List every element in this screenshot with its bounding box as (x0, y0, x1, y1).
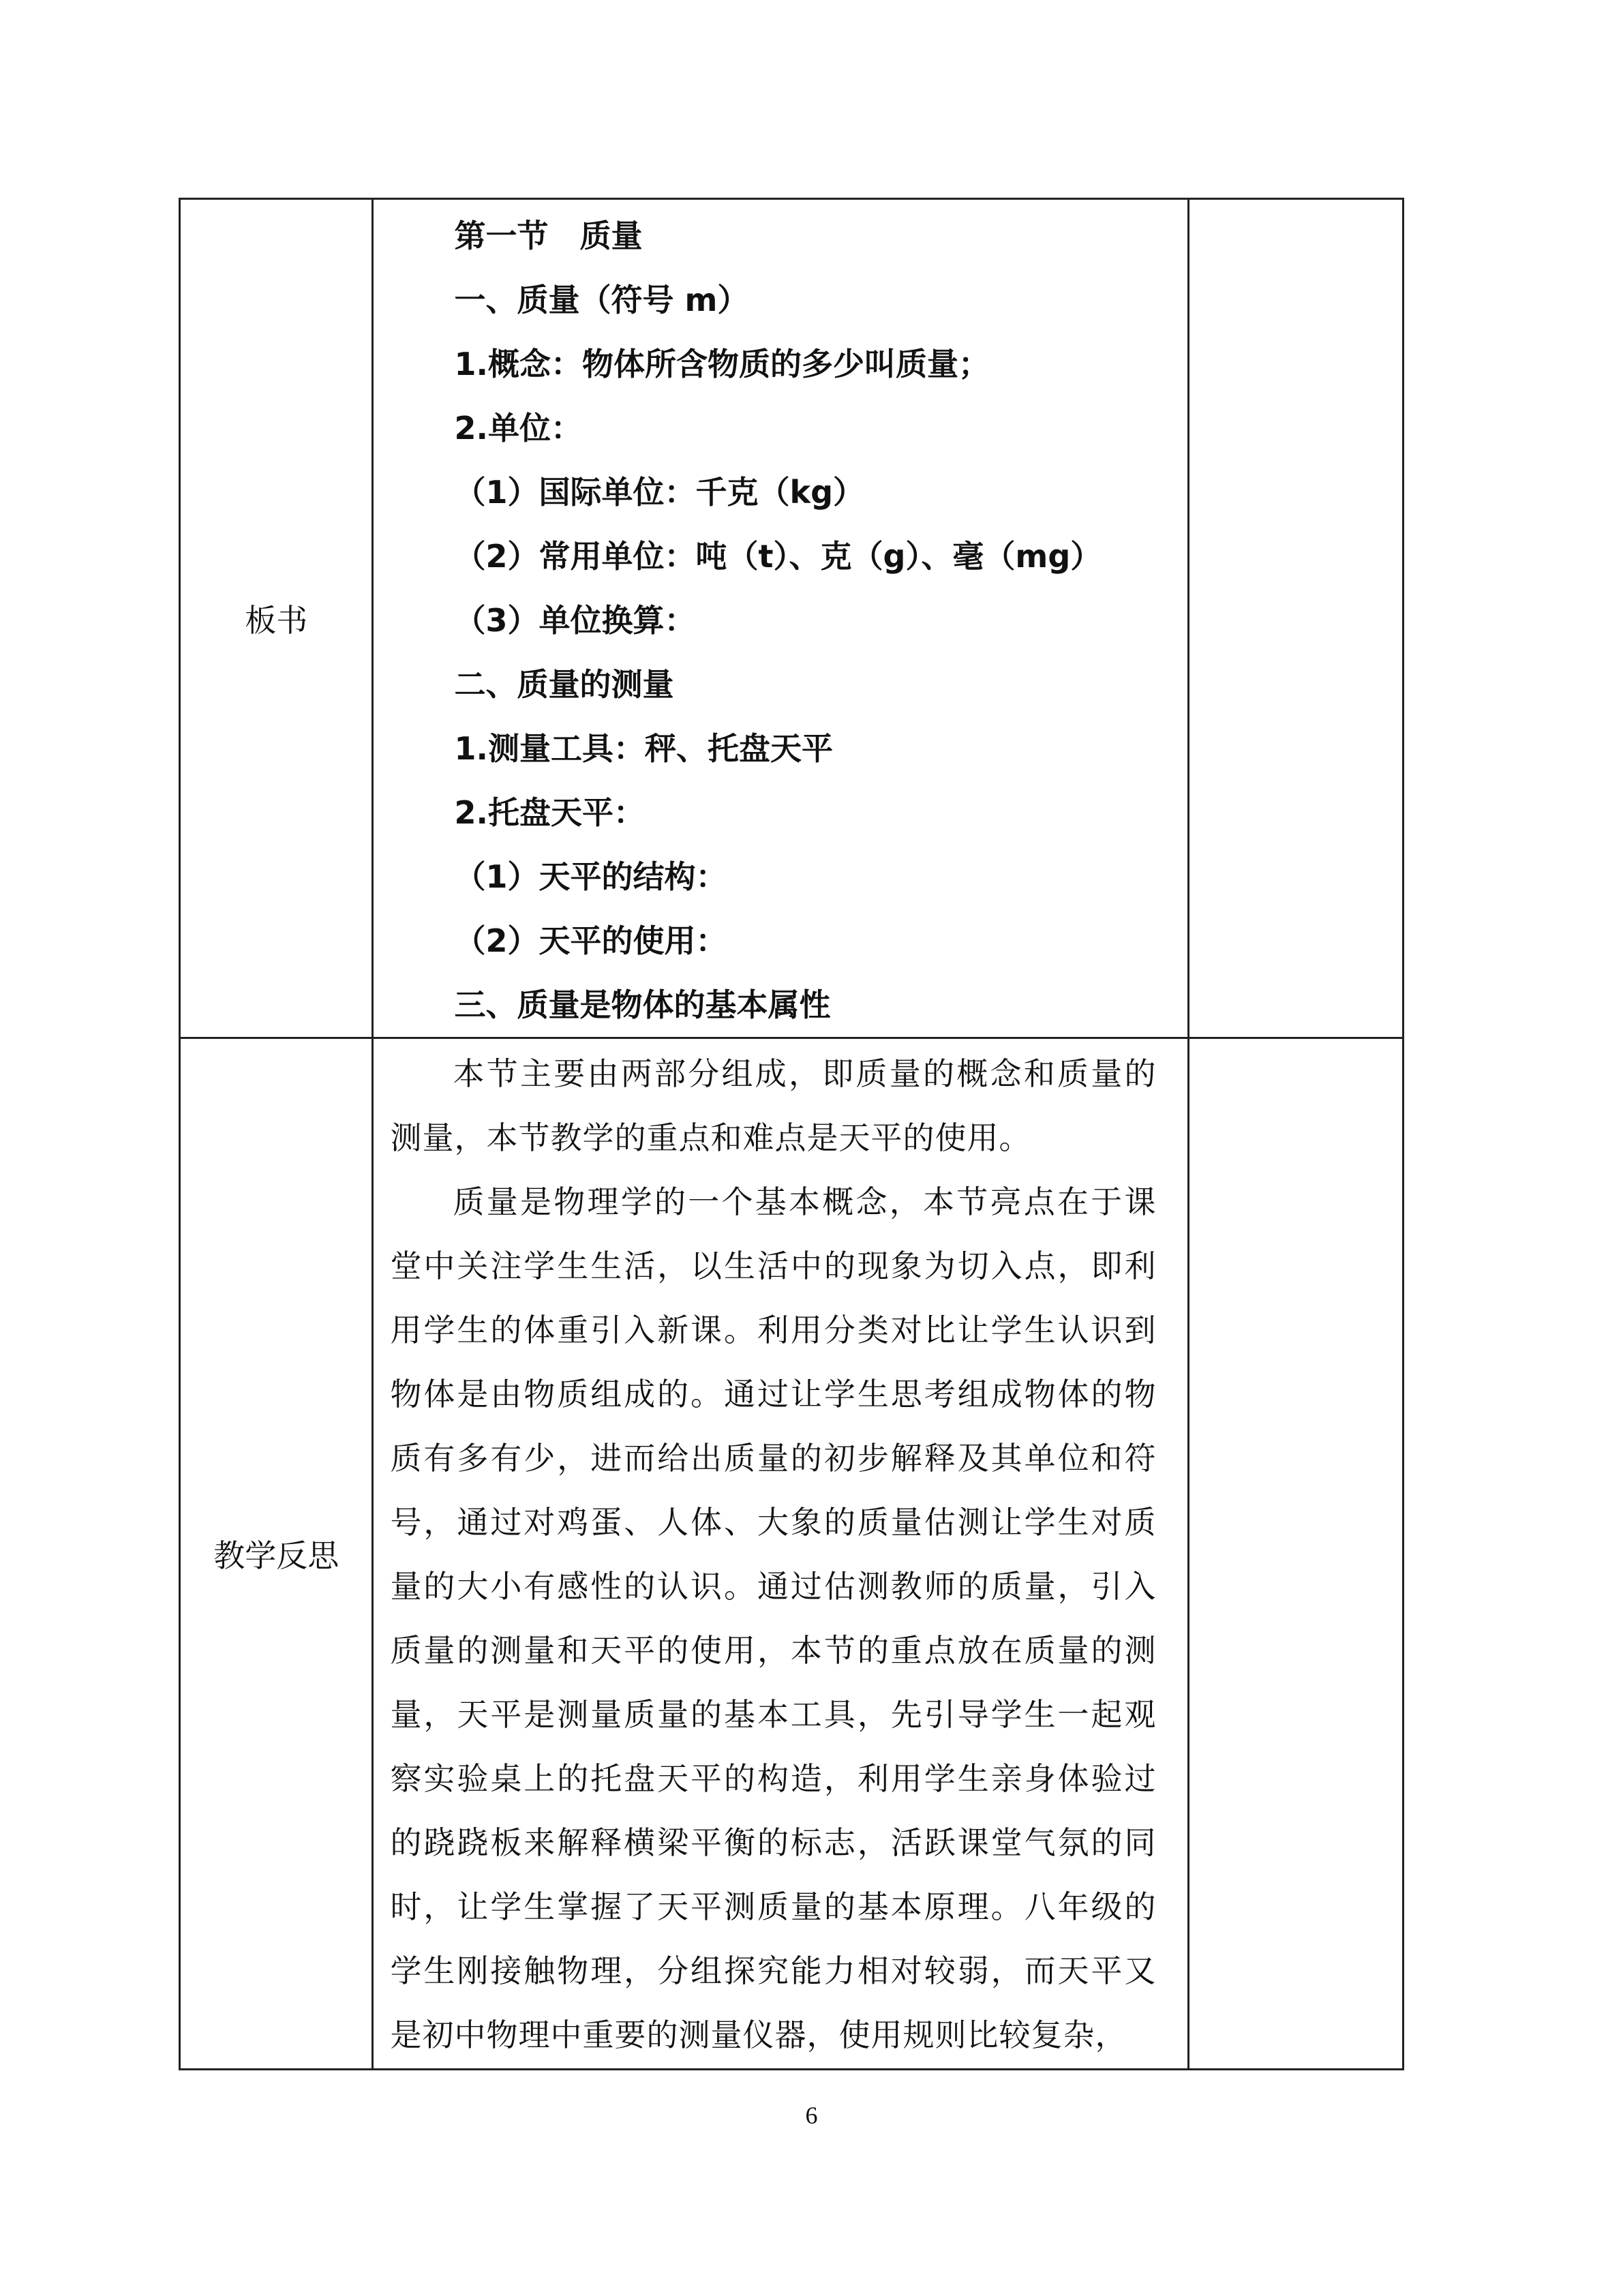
board-line: 三、质量是物体的基本属性 (454, 986, 831, 1023)
board-line: （1）天平的结构： (454, 858, 727, 895)
board-line: 第一节 质量 (454, 217, 643, 254)
board-line: 2.单位： (454, 410, 582, 447)
board-line: （1）国际单位：千克（kg） (454, 474, 864, 511)
reflection-label: 教学反思 (180, 1038, 373, 2070)
board-line: 1.概念：物体所含物质的多少叫质量； (454, 346, 990, 382)
board-content (374, 200, 1187, 1037)
board-row (180, 199, 1404, 1038)
board-line: 一、质量（符号 m） (454, 282, 749, 318)
page-number: 6 (805, 2102, 818, 2129)
reflection-content-cell (373, 1038, 1189, 2070)
board-line: （2）常用单位：吨（t）、克（g）、毫（mg） (454, 538, 1102, 575)
board-label: 板书 (180, 199, 373, 1038)
board-extra-cell (1189, 199, 1404, 1038)
board-line: （2）天平的使用： (454, 922, 727, 959)
board-line: 1.测量工具：秤、托盘天平 (454, 730, 833, 767)
reflection-paragraph: 本节主要由两部分组成，即质量的概念和质量的测量，本节教学的重点和难点是天平的使用。 (390, 1055, 1157, 1156)
reflection-row (180, 1038, 1404, 2070)
reflection-extra-cell (1189, 1038, 1404, 2070)
board-line: （3）单位换算： (454, 602, 696, 639)
reflection-paragraph: 质量是物理学的一个基本概念，本节亮点在于课堂中关注学生生活，以生活中的现象为切入点，即利用学生的体重引入新课。利用分类对比让学生认识到物体是由物质组成的。通过让学生思考组成物体的物质有多有少，进而给出质量的初步解释及其单位和符号，通过对鸡蛋、人体、大象的质量估测让学生对质量的大小有感性的认识。通过估测教师的质量，引入质量的测量和天平的使用，本节的重点放在质量的测量，天平是测量质量的基本工具，先引导学生一起观察实验桌上的托盘天平的构造，利用学生亲身体验过的跷跷板来解释横梁平衡的标志，活跃课堂气氛的同时，让学生掌握了天平测质量的基本原理。八年级的学生刚接触物理，分组探究能力相对较弱，而天平又是初中物理中重要的测量仪器，使用规则比较复杂， (390, 1183, 1157, 2053)
reflection-content (374, 1039, 1187, 2067)
board-line: 二、质量的测量 (454, 666, 674, 703)
board-line: 2.托盘天平： (454, 794, 645, 831)
board-content-cell (373, 199, 1189, 1038)
lesson-plan-table (179, 198, 1404, 2070)
